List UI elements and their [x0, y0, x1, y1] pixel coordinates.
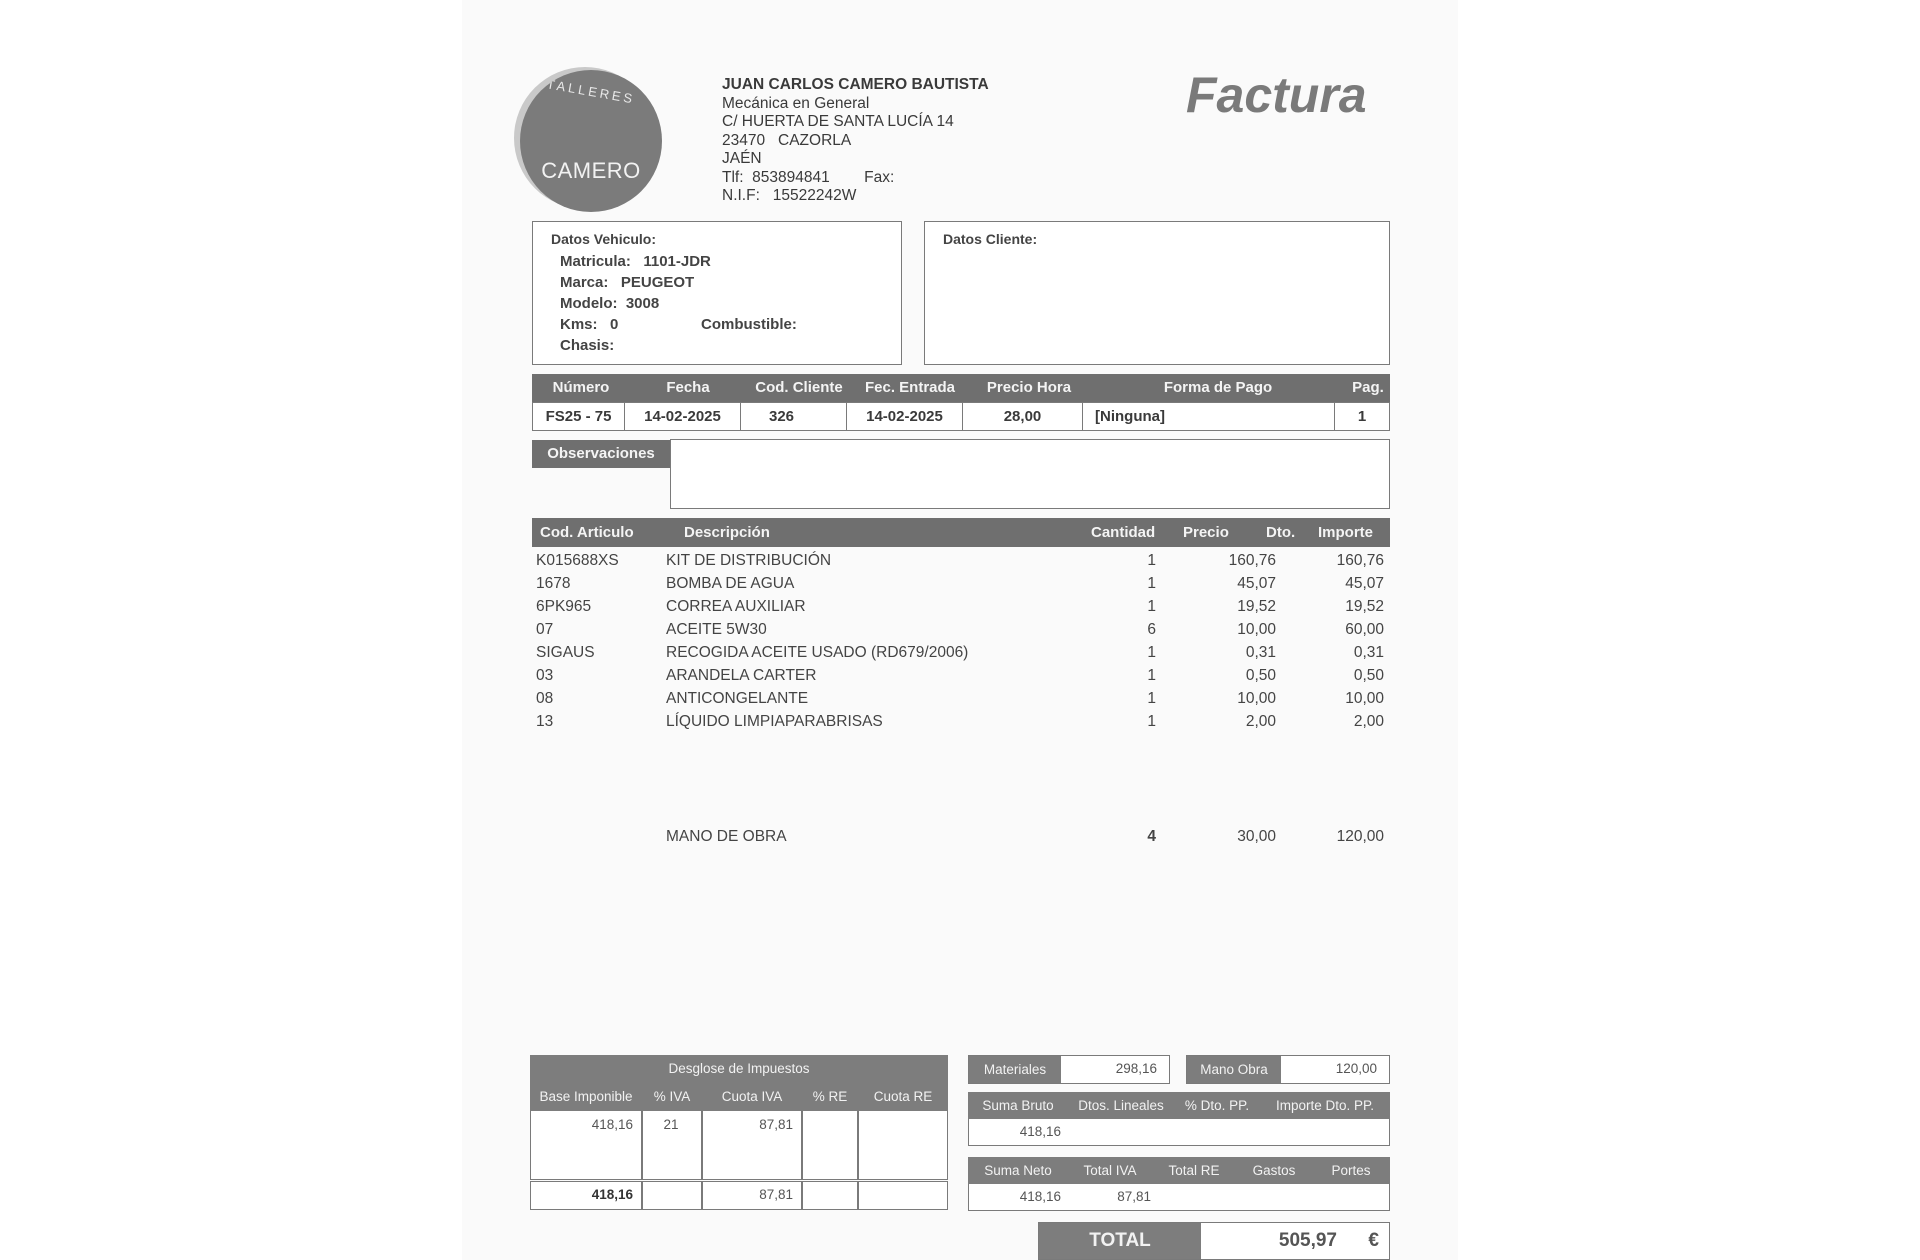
items-col-amount: Importe	[1318, 524, 1374, 541]
item-amount: 0,50	[1353, 667, 1384, 684]
tax-total-base: 418,16	[591, 1187, 633, 1202]
company-logo	[520, 70, 662, 212]
company-city: 23470 CAZORLA	[722, 131, 852, 149]
col-suma-neto: Suma Neto	[984, 1163, 1052, 1178]
vehicle-plate: Matricula: 1101-JDR	[560, 253, 711, 270]
item-code: 03	[536, 667, 554, 684]
labor-total-value: 120,00	[1335, 1061, 1377, 1076]
items-col-qty: Cantidad	[1091, 524, 1156, 541]
tax-iva-pct: 21	[663, 1117, 679, 1132]
summary-row2-header	[968, 1157, 1390, 1184]
item-qty: 1	[1147, 713, 1156, 730]
items-col-dto: Dto.	[1266, 524, 1296, 541]
items-col-desc: Descripción	[684, 524, 770, 541]
item-amount: 19,52	[1345, 598, 1384, 615]
col-fec-entrada: Fec. Entrada	[864, 379, 956, 396]
item-qty: 6	[1147, 621, 1156, 638]
col-total-re: Total RE	[1168, 1163, 1220, 1178]
item-desc: ANTICONGELANTE	[666, 690, 809, 707]
item-qty: 1	[1147, 667, 1156, 684]
value-fec-entrada: 14-02-2025	[847, 403, 963, 430]
vehicle-model: Modelo: 3008	[560, 295, 660, 312]
col-portes: Portes	[1331, 1163, 1371, 1178]
item-price: 0,50	[1245, 667, 1276, 684]
vehicle-brand: Marca: PEUGEOT	[560, 274, 695, 291]
vehicle-kms: Kms: 0	[560, 316, 619, 333]
item-row	[536, 713, 1386, 736]
value-cod-cliente: 326	[741, 403, 847, 430]
col-cod-cliente: Cod. Cliente	[755, 379, 843, 396]
col-total-iva: Total IVA	[1083, 1163, 1137, 1178]
tax-divider	[801, 1111, 803, 1179]
item-price: 10,00	[1237, 690, 1276, 707]
item-amount: 10,00	[1345, 690, 1384, 707]
item-amount: 45,07	[1345, 575, 1384, 592]
materials-label: Materiales	[969, 1056, 1061, 1083]
tax-base: 418,16	[591, 1117, 633, 1132]
item-code: 6PK965	[536, 598, 592, 615]
tax-totals	[530, 1181, 948, 1210]
col-fecha: Fecha	[666, 379, 710, 396]
item-amount: 2,00	[1353, 713, 1384, 730]
items-list	[536, 552, 1386, 736]
item-qty: 1	[1147, 552, 1156, 569]
logo-top-text: TALLERES	[545, 76, 637, 107]
company-province: JAÉN	[722, 150, 762, 167]
col-forma-pago: Forma de Pago	[1163, 379, 1273, 396]
vehicle-fuel: Combustible:	[701, 316, 797, 333]
item-code: 08	[536, 690, 554, 707]
item-code: 1678	[536, 575, 571, 592]
labor-total-label: Mano Obra	[1187, 1056, 1281, 1083]
item-price: 0,31	[1245, 644, 1276, 661]
company-address: C/ HUERTA DE SANTA LUCÍA 14	[722, 113, 954, 130]
net-value: 418,16	[1019, 1189, 1061, 1204]
item-desc: ACEITE 5W30	[666, 621, 767, 638]
client-label: Datos Cliente:	[943, 231, 1038, 247]
vehicle-label: Datos Vehiculo:	[551, 231, 657, 247]
item-qty: 1	[1147, 690, 1156, 707]
currency-symbol: €	[1368, 1230, 1379, 1251]
tax-col-base: Base Imponible	[539, 1089, 633, 1104]
header-table-bar	[532, 374, 1390, 402]
item-amount: 0,31	[1353, 644, 1384, 661]
company-activity: Mecánica en General	[722, 94, 870, 112]
col-precio-hora: Precio Hora	[986, 379, 1072, 396]
item-row	[536, 575, 1386, 598]
header-table-values	[532, 402, 1390, 431]
item-code: K015688XS	[536, 552, 619, 569]
col-suma-bruto: Suma Bruto	[982, 1098, 1054, 1113]
vehicle-box	[532, 221, 902, 365]
tax-divider	[641, 1182, 643, 1209]
company-info	[722, 76, 989, 206]
item-code: 07	[536, 621, 554, 638]
item-row	[536, 621, 1386, 644]
item-desc: CORREA AUXILIAR	[666, 598, 806, 615]
tax-divider	[857, 1182, 859, 1209]
item-desc: ARANDELA CARTER	[666, 667, 817, 684]
company-name: JUAN CARLOS CAMERO BAUTISTA	[722, 76, 989, 93]
gross-value: 418,16	[1019, 1124, 1061, 1139]
summary-row1-header	[968, 1092, 1390, 1119]
item-amount: 160,76	[1336, 552, 1384, 569]
item-amount: 60,00	[1345, 621, 1384, 638]
tax-col-iva-amount: Cuota IVA	[721, 1089, 783, 1104]
col-dto-pp: % Dto. PP.	[1184, 1098, 1250, 1113]
total-box	[1038, 1222, 1390, 1260]
tax-divider	[801, 1182, 803, 1209]
items-col-price: Precio	[1183, 524, 1229, 541]
value-numero: FS25 - 75	[533, 403, 625, 430]
item-qty: 1	[1147, 575, 1156, 592]
col-gastos: Gastos	[1252, 1163, 1296, 1178]
total-iva-value: 87,81	[1117, 1189, 1151, 1204]
item-row	[536, 598, 1386, 621]
labor-qty: 4	[1147, 828, 1156, 845]
item-code: 13	[536, 713, 554, 730]
document-title: Factura	[1186, 67, 1367, 123]
vehicle-chassis: Chasis:	[560, 337, 615, 354]
col-importe-dto-pp: Importe Dto. PP.	[1275, 1098, 1375, 1113]
labor-desc: MANO DE OBRA	[666, 828, 787, 845]
labor-line	[536, 828, 1386, 851]
item-desc: KIT DE DISTRIBUCIÓN	[666, 552, 832, 569]
labor-price: 30,00	[1237, 828, 1276, 845]
summary-row1-values	[968, 1119, 1390, 1146]
observations-label: Observaciones	[532, 440, 670, 468]
item-qty: 1	[1147, 598, 1156, 615]
summary-row2-values	[968, 1184, 1390, 1211]
company-phone: Tlf: 853894841 Fax:	[722, 168, 895, 186]
item-price: 10,00	[1237, 621, 1276, 638]
item-row	[536, 667, 1386, 690]
client-box	[924, 221, 1390, 365]
item-desc: RECOGIDA ACEITE USADO (RD679/2006)	[666, 644, 969, 661]
item-price: 2,00	[1245, 713, 1276, 730]
item-price: 160,76	[1228, 552, 1276, 569]
tax-divider	[857, 1111, 859, 1179]
item-price: 19,52	[1237, 598, 1276, 615]
tax-header	[530, 1082, 948, 1111]
logo-main-text: CAMERO	[541, 158, 641, 183]
value-pag: 1	[1357, 408, 1367, 425]
value-precio-hora: 28,00	[963, 403, 1083, 430]
col-numero: Número	[552, 379, 610, 396]
items-col-code: Cod. Articulo	[540, 524, 634, 541]
tax-col-iva-pct: % IVA	[653, 1089, 691, 1104]
tax-col-re-amount: Cuota RE	[873, 1089, 933, 1104]
tax-total-iva: 87,81	[759, 1187, 793, 1202]
item-qty: 1	[1147, 644, 1156, 661]
item-row	[536, 552, 1386, 575]
materials-box	[968, 1055, 1170, 1084]
item-code: SIGAUS	[536, 644, 595, 661]
labor-row	[536, 828, 1386, 851]
items-header	[532, 518, 1390, 547]
labor-amount: 120,00	[1336, 828, 1384, 845]
value-fecha: 14-02-2025	[625, 403, 741, 430]
tax-iva-amount: 87,81	[759, 1117, 793, 1132]
item-row	[536, 644, 1386, 667]
item-desc: LÍQUIDO LIMPIAPARABRISAS	[666, 713, 883, 730]
company-nif: N.I.F: 15522242W	[722, 187, 857, 204]
tax-body	[530, 1111, 948, 1180]
item-row	[536, 690, 1386, 713]
item-price: 45,07	[1237, 575, 1276, 592]
materials-value: 298,16	[1115, 1061, 1157, 1076]
observations-box	[670, 439, 1390, 509]
tax-title: Desglose de Impuestos	[530, 1055, 948, 1082]
item-desc: BOMBA DE AGUA	[666, 575, 795, 592]
value-forma-pago: [Ninguna]	[1083, 403, 1335, 430]
tax-col-re-pct: % RE	[812, 1089, 848, 1104]
total-label: TOTAL	[1039, 1223, 1201, 1259]
total-value: 505,97	[1278, 1230, 1337, 1251]
col-dtos-lineales: Dtos. Lineales	[1078, 1098, 1164, 1113]
labor-total-box	[1186, 1055, 1390, 1084]
col-pag: Pag.	[1352, 379, 1384, 396]
